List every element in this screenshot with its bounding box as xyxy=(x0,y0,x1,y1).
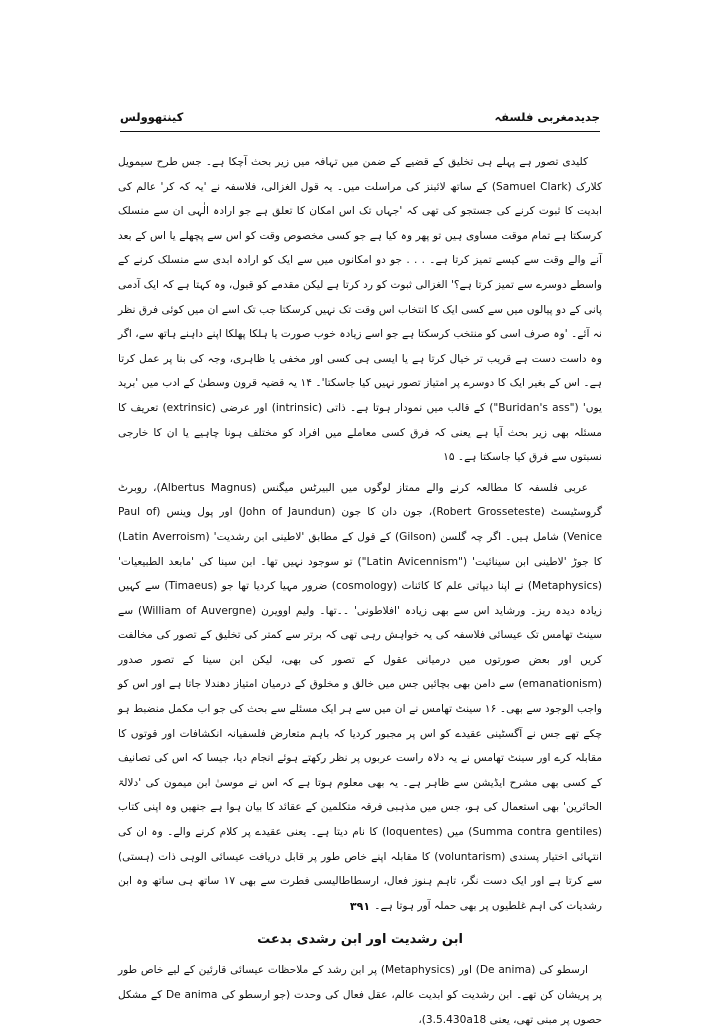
header-rule xyxy=(120,131,600,132)
page-number: ۳۹۱ xyxy=(349,900,371,913)
section-heading: ابن رشدیت اور ابن رشدی بدعت xyxy=(257,932,463,948)
paragraph-3: ارسطو کی (De anima) اور (Metaphysics) پر ابن رشد کے ملاحظات عیسائی قارئین کے لیے خاص طور پر پریشان کن تھے۔ ابن رشدیت کو ابدیت عالم، عقل فعال کی وحدت (جو ارسطو کی De anima کے مشکل حصوں پر مبنی تھی، یعنی 3.5.430a18)، xyxy=(118,964,602,1026)
paragraph-2: عربی فلسفہ کا مطالعہ کرنے والے ممتاز لوگوں میں البیرٹس میگنس (Albertus Magnus)، روبرٹ گروسٹیسٹ (Robert Grosseteste)، جون دان کا جون (John of Jaundun) اور پول وینس (Paul of Venice) شامل ہیں۔ اگر چہ گلسن (Gilson) کے قول کے مطابق 'لاطینی ابن رشدیت' (Latin Averroism) کا جوڑ 'لاطینی ابن سینائیت' ("Latin Avicennism") تو سوجود نہیں تھا۔ ابن سینا کی 'مابعد الطبیعیات' (Metaphysics) نے اپنا دیپاتی علم کا کائنات (cosmology) ضرور مہیا کردیا تھا جو (Timaeus) سے کہیں زیادہ دیدہ ریز۔ ورشاید اس سے بھی زیادہ 'افلاطونی' ۔۔تھا۔ ولیم اوویرن (William of Auvergne) سے سینٹ تھامس تک عیسائی فلاسفہ کی یہ خواہش رہی تھی کہ برتر سے کمتر کی تخلیق کے تصور کی مخالفت کریں اور بعض صورتوں میں درمیانی عقول کے تصور کی بھی، لیکن ابن سینا کے تصور صدور (emanationism) سے دامن بھی بچائیں جس میں خالق و مخلوق کے درمیان امتیاز دھندلا جاتا ہے اور اس کو واجب الوجود سے بھی۔ ۱۶ سینٹ تھامس نے ان میں سے ہر ایک مسئلے سے بحث کی جو اب مکمل منضبط ہو چکے تھے جس نے آگسٹینی عقیدے کو اس پر مجبور کردیا کہ باہم متعارض فلسفیانہ انکشافات اور قوتوں کا مقابلہ کرے اور سینٹ تھامس نے یہ دلاہ راست عربوں پر نظر رکھتے ہوئے انجام دیا، جیسا کہ اس کی تصانیف کے کسی بھی مشرح ایڈیشن سے ظاہر ہے۔ یہ بھی معلوم ہوتا ہے کہ اس نے موسیٰ ابن میمون کی 'دلالۃ الحائرین' بھی استعمال کی ہو، جس میں مذہبی فرقہ متکلمین کے عقائد کا بیان ہوا ہے جنھیں وہ اپنی کتاب (Summa contra gentiles) میں (loquentes) کا نام دیتا ہے۔ یعنی عقیدے پر کلام کرنے والے۔ وہ ان کی انتہائی اختیار پسندی (voluntarism) کا مقابلہ اپنے خاص طور پر قابل دریافت عیسائی الوہی ذات (ہستی) سے کرتا ہے اور ایک دست نگر، تاہم ہنوز فعال، ارسطاطالیسی فطرت سے بھی ۱۷ ساتھ ہی ساتھ وہ ابن رشدیات کی اہم غلطیوں پر بھی حملہ آور ہوتا ہے۔ xyxy=(118,481,603,912)
header-left-title: کینتھوولس xyxy=(120,110,184,124)
header-right-title: جدیدمغربی فلسفہ xyxy=(494,110,600,124)
paragraph-1: کلیدی تصور ہے پہلے ہی تخلیق کے قضیے کے ضمن میں تہافہ میں زیر بحث آچکا ہے۔ جس طرح سیمویل کلارک (Samuel Clark) کے ساتھ لائبنز کی مراسلت میں۔ یہ قول الغزالی، فلاسفہ نے 'یہ کہ کر' عالم کی ابدیت کا ثبوت کرنے کی جستجو کی تھی کہ 'جہاں تک اس امکان کا تعلق ہے جو ارادہ الٰہی ان سے منسلک کرسکتا ہے تمام موقت مساوی ہیں تو پھر وہ کیا ہے جو کسی مخصوص وقت کو اس سے پچھلے یا اس کے بعد آنے والے وقت سے کیسے تمیز کرتا ہے۔ . . . جو دو امکانوں میں سے ایک کو ارادہ ابدی سے منسلک کرنے کے واسطے دوسرے سے تمیز کرتا ہے؟' الغزالی ثبوت کو رد کرتا ہے لیکن مقدمے کو قبول، وہ کہتا ہے کہ ایک آدمی پانی کے دو پیالوں میں سے کسی ایک کا انتخاب اس وقت تک نہیں کرسکتا جب تک اسے ان میں کوئی فرق نظر نہ آئے۔ 'وہ صرف اسی کو منتخب کرسکتا ہے جو اسے زیادہ خوب صورت یا ہلکا پھلکا اپنے داہنے ہاتھ سے، اگر وہ داست دست ہے قریب تر خیال کرتا ہے یا ایسی ہی کسی اور مخفی یا ظاہری، وجہ کی بنا پر عمل کرتا ہے۔ اس کے بغیر ایک کا دوسرے پر امتیاز تصور نہیں کیا جاسکتا'۔ ۱۴ یہ قضیہ قرون وسطیٰ کے ادب میں 'برید یوں' ("Buridan's ass") کے قالب میں نمودار ہوتا ہے۔ ذاتی (intrinsic) اور عرضی (extrinsic) تعریف کا مسئلہ بھی زیر بحث آیا ہے یعنی کہ فرق کسی معاملے میں افراد کو مختلف ہونا چاہیے یا ان کا خارجی نسبتوں سے فرق کیا جاسکتا ہے۔ ۱۵ xyxy=(118,156,602,464)
running-header xyxy=(120,106,600,128)
